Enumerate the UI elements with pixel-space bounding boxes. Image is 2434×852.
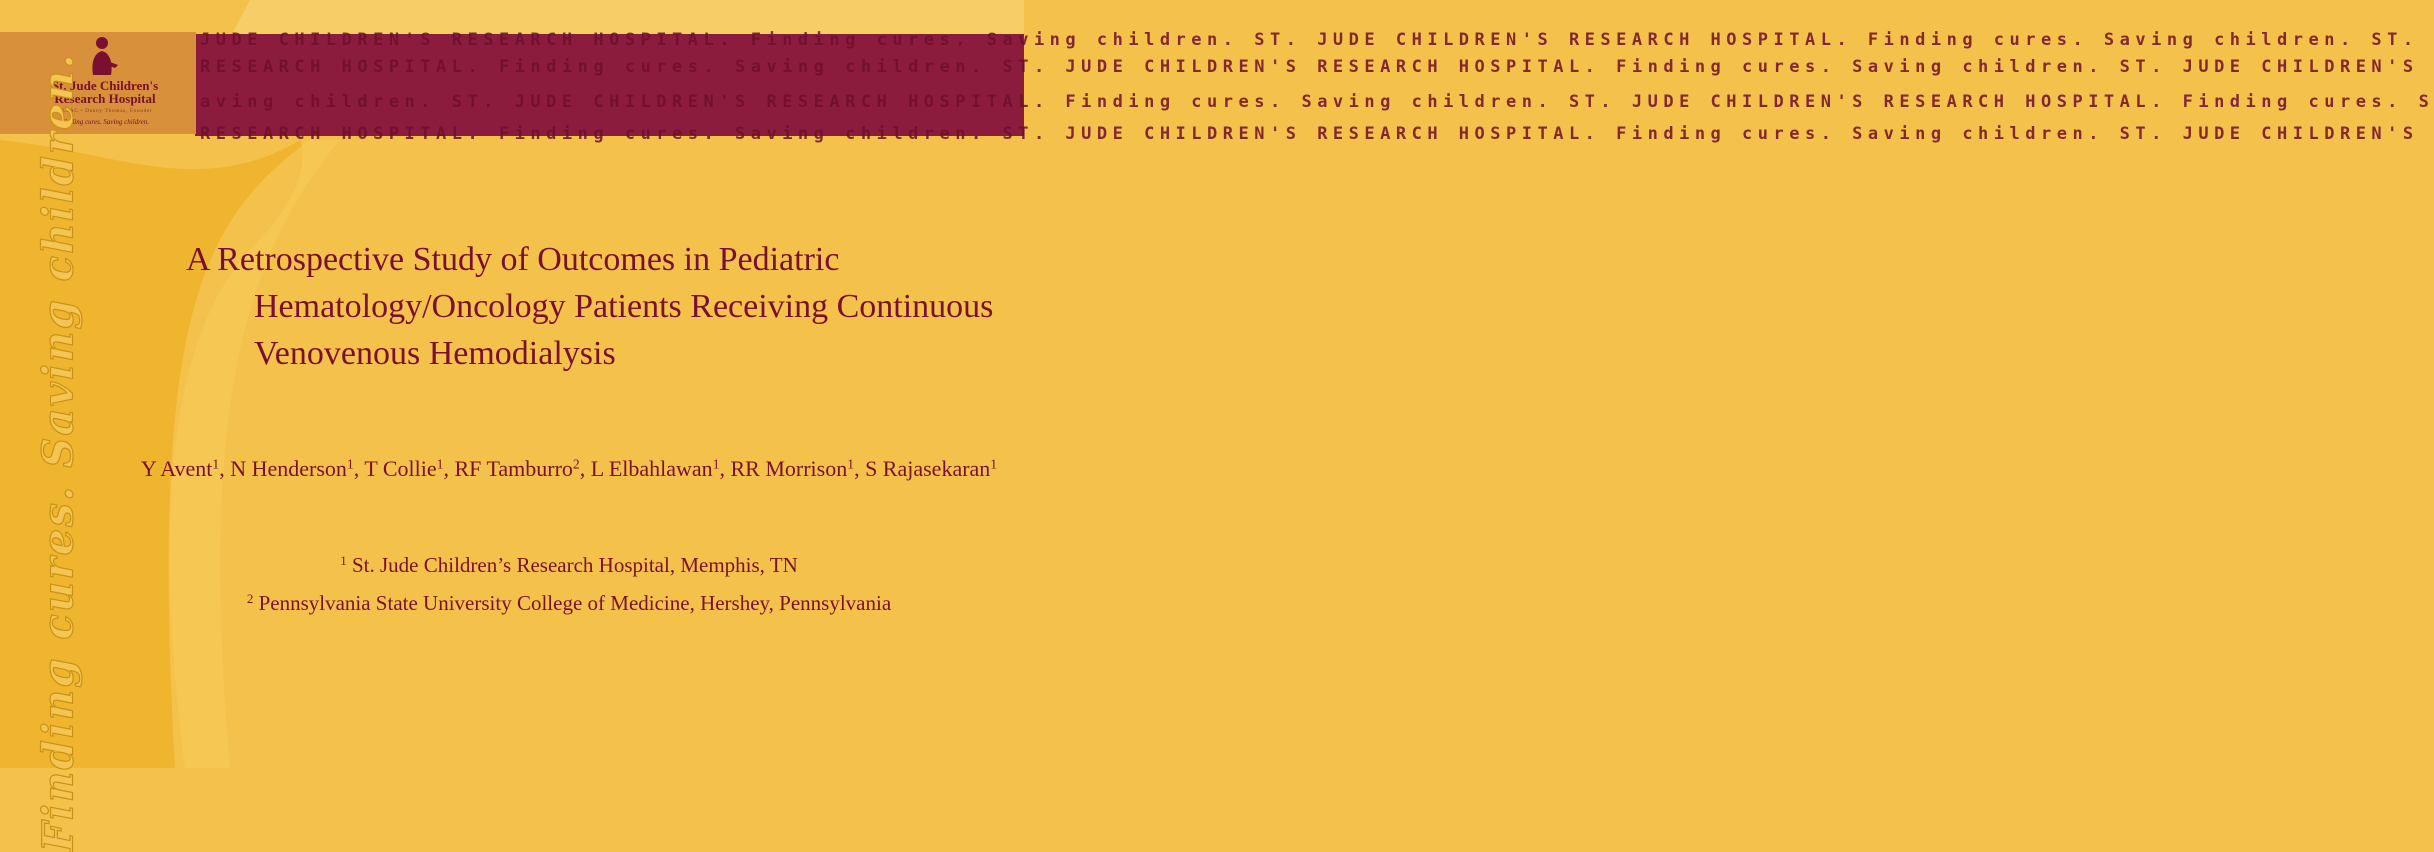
banner-line-3: aving children. ST. JUDE CHILDREN'S RESEARCH HOSPITAL. Finding cures. S aving children. ST. JUDE CHILDREN'S RESEARCH HOSPITAL. Finding cures. S [200,92,2434,112]
author-name: N Henderson [230,456,347,481]
author-separator: , [854,456,866,481]
logo-name-line-1: St. Jude Children's [51,78,159,93]
author-separator: , [443,456,455,481]
author-affiliation-marker: 1 [436,456,444,472]
author-name: RF Tamburro [454,456,573,481]
author-separator: , [579,456,591,481]
author-name: S Rajasekaran [865,456,991,481]
logo-name [0,79,210,105]
affiliation-1 [140,552,998,578]
affiliation-1-marker: 1 [340,552,347,568]
author-separator: , [219,456,231,481]
logo-subtitle: ALSAC • Danny Thomas, Founder [57,108,153,114]
author-affiliation-marker: 1 [712,456,720,472]
author-affiliation-marker: 2 [572,456,580,472]
banner-line-2: RESEARCH HOSPITAL. Finding cures. Saving children. ST. JUDE CHILDREN'S RESEARCH HOSPITAL. Finding cures. Saving children. ST. JUDE CHILDREN'S [200,57,2419,77]
author-name: Y Avent [140,456,213,481]
affiliation-2-marker: 2 [246,590,254,606]
author-affiliation-marker: 1 [212,456,220,472]
author-name: T Collie [364,456,437,481]
affiliation-1-text: St. Jude Children’s Research Hospital, Memphis, TN [351,553,798,577]
logo-name-line-2: Research Hospital [54,91,156,106]
vertical-tagline: Finding cures. Saving children. [33,52,83,852]
author-affiliation-marker: 1 [990,456,998,472]
author-list [140,452,998,485]
author-separator: , [353,456,365,481]
logo-tagline: Finding cures. Saving children. [61,118,149,126]
slide-title: A Retrospective Study of Outcomes in Pediatric Hematology/Oncology Patients Receiving Continuous Venovenous Hemodialysis [186,241,994,372]
author-affiliation-marker: 1 [847,456,855,472]
st-jude-logo [0,32,196,134]
affiliation-2 [140,590,998,616]
author-name: L Elbahlawan [590,456,713,481]
child-silhouette-icon [85,35,119,75]
author-name: RR Morrison [730,456,848,481]
author-affiliation-marker: 1 [346,456,354,472]
affiliation-2-text: Pennsylvania State University College of Medicine, Hershey, Pennsylvania [258,591,892,615]
banner-line-4: RESEARCH HOSPITAL. Finding cures. Saving children. ST. JUDE CHILDREN'S RESEARCH HOSPITAL. Finding cures. Saving children. ST. JUDE CHILDREN'S [200,124,2419,144]
banner-line-1: JUDE CHILDREN'S RESEARCH HOSPITAL. Finding cures. Saving children. ST. JUDE CHILDREN'S RESEARCH HOSPITAL. Finding cures. Saving children. ST. [200,30,2419,50]
author-separator: , [719,456,731,481]
